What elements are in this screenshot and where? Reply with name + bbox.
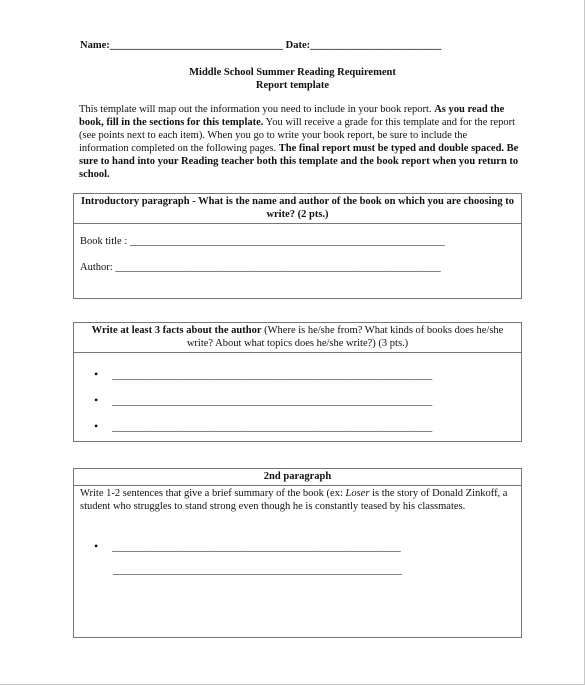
book-title-label: Book title : [80,236,128,247]
document-title: Middle School Summer Reading Requirement [189,67,396,78]
intro-text-4: The final report must be typed and double spaced. Be sure to hand into your Reading teacher both this template and the book report when you return to school. [79,143,519,180]
summary-text-a: Write 1-2 sentences that give a brief summary of the book (ex: [80,488,346,499]
summary-field-1[interactable]: _______________________________________________________ [112,542,401,553]
author-label: Author: [80,262,113,273]
fact-field-3[interactable]: _____________________________________________________________ [112,422,433,433]
book-title-row [80,236,445,247]
bullet-icon: • [94,539,99,553]
fact-row-1 [94,367,432,382]
section-author-facts-heading [74,323,521,353]
author-field[interactable]: ______________________________________________________________ [115,262,441,273]
bullet-icon: • [94,393,99,407]
book-title-field[interactable]: ____________________________________________________________ [129,236,445,247]
author-facts-heading-bold: Write at least 3 facts about the author [91,325,262,336]
fact-field-2[interactable]: _____________________________________________________________ [112,396,433,407]
author-row [80,262,441,273]
document-subtitle: Report template [255,80,330,91]
bullet-icon: • [94,419,99,433]
summary-text-b: is the story of Donald Zinkoff, a student who struggles to stand strong even though he is constantly teased by his classmates. [80,488,508,512]
summary-instructions [74,486,521,513]
fact-row-3 [94,419,432,434]
section-introductory-heading: Introductory paragraph - What is the name and author of the book on which you are choosing to write? (2 pts.) [74,194,521,224]
author-facts-heading-rest: (Where is he/she from? What kinds of books does he/she write? About what topics does he/she write?) (3 pts.) [186,325,504,349]
summary-row-1 [94,539,401,554]
intro-paragraph [79,103,519,181]
section-second-paragraph [73,468,522,638]
section-author-facts [73,322,522,442]
date-label: Date: [285,40,311,51]
intro-text-3: You will receive a grade for this template and for the report (see points next to each item). When you go to write your book report, be sure to include the information completed on the following pages. [79,117,516,154]
summary-field-2[interactable]: _______________________________________________________ [113,565,402,576]
section-introductory [73,193,522,299]
date-blank[interactable]: _________________________ [310,40,442,51]
summary-book-title: Loser [345,488,370,499]
fact-row-2 [94,393,432,408]
bullet-icon: • [94,367,99,381]
fact-field-1[interactable]: _____________________________________________________________ [112,370,433,381]
intro-text-1: This template will map out the information you need to include in your book report. [79,104,435,115]
name-date-line [80,40,441,51]
name-blank[interactable]: _________________________________ [109,40,283,51]
name-label: Name: [80,40,110,51]
intro-text-2: As you read the book, fill in the sections for this template. [79,104,505,128]
section-second-paragraph-heading: 2nd paragraph [74,469,521,486]
